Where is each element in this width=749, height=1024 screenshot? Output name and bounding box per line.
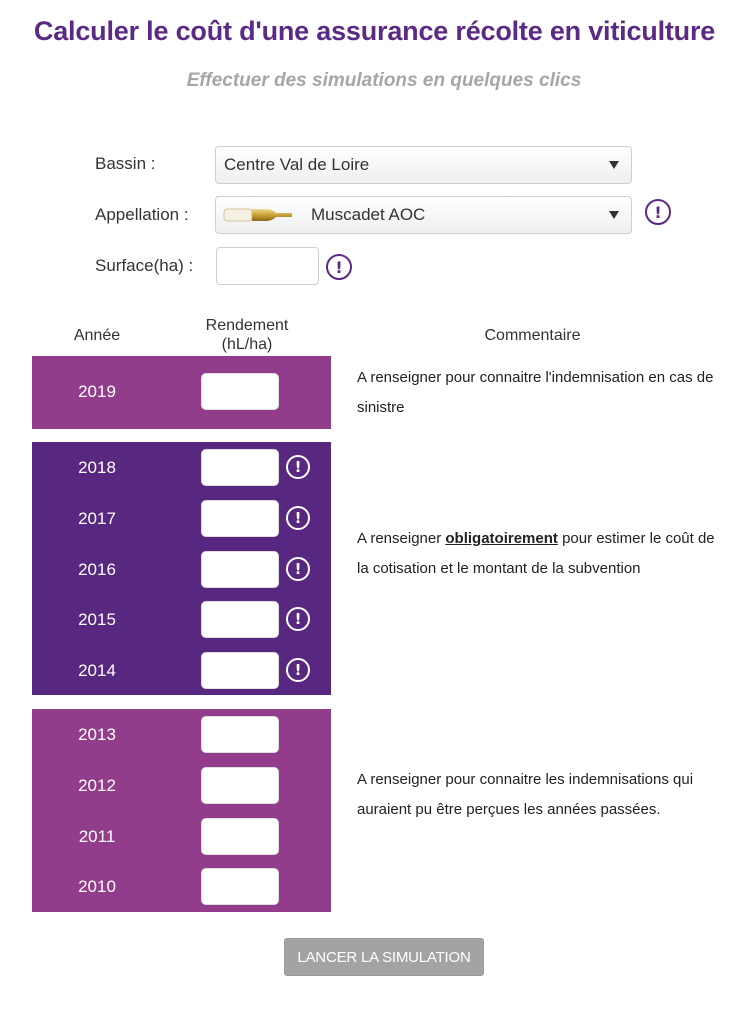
yield-input-2019[interactable] [201, 373, 279, 410]
launch-simulation-button[interactable]: LANCER LA SIMULATION [284, 938, 484, 976]
year-label-2018: 2018 [78, 458, 116, 477]
year-label-2016: 2016 [78, 560, 116, 579]
year-label-2014: 2014 [78, 661, 116, 680]
page-subtitle: Effectuer des simulations en quelques clics [186, 70, 582, 91]
surface-label: Surface(ha) : [95, 256, 194, 275]
yield-input-2016[interactable] [201, 551, 279, 588]
year-label-2012: 2012 [78, 776, 116, 795]
appellation-value: Muscadet AOC [311, 205, 426, 224]
mandatory-emphasis: obligatoirement [445, 530, 558, 547]
chevron-down-icon [609, 161, 619, 169]
appellation-info-icon[interactable]: ! [645, 199, 671, 225]
info-icon[interactable]: ! [286, 607, 310, 631]
yield-input-2015[interactable] [201, 601, 279, 638]
info-icon[interactable]: ! [286, 506, 310, 530]
wine-bottle-icon [222, 206, 294, 224]
bassin-value: Centre Val de Loire [224, 155, 370, 174]
page-title: Calculer le coût d'une assurance récolte en viticulture [33, 16, 716, 46]
surface-input[interactable] [216, 247, 319, 285]
year-label-2013: 2013 [78, 725, 116, 744]
comment-current-year: A renseigner pour connaitre l'indemnisation en cas de sinistre [357, 369, 714, 416]
yield-input-2011[interactable] [201, 818, 279, 855]
bassin-select[interactable] [215, 146, 632, 184]
yield-input-2012[interactable] [201, 767, 279, 804]
yield-input-2018[interactable] [201, 449, 279, 486]
info-icon[interactable]: ! [286, 658, 310, 682]
year-label-2019: 2019 [78, 382, 116, 401]
column-header-comment: Commentaire [484, 327, 581, 344]
chevron-down-icon [609, 211, 619, 219]
surface-info-icon[interactable]: ! [326, 254, 352, 280]
column-header-yield: Rendement (hL/ha) [205, 317, 289, 353]
yield-input-2010[interactable] [201, 868, 279, 905]
year-label-2011: 2011 [78, 827, 116, 846]
yield-input-2013[interactable] [201, 716, 279, 753]
appellation-label: Appellation : [95, 205, 189, 224]
year-label-2017: 2017 [78, 509, 116, 528]
column-header-year: Année [73, 327, 121, 344]
yield-input-2014[interactable] [201, 652, 279, 689]
year-label-2015: 2015 [78, 610, 116, 629]
bassin-label: Bassin : [95, 154, 156, 173]
yield-input-2017[interactable] [201, 500, 279, 537]
info-icon[interactable]: ! [286, 557, 310, 581]
comment-mandatory-years: A renseigner obligatoirement pour estimer le coût de la cotisation et le montant de la subvention [357, 530, 715, 577]
info-icon[interactable]: ! [286, 455, 310, 479]
year-label-2010: 2010 [78, 877, 116, 896]
comment-past-years: A renseigner pour connaitre les indemnisations qui auraient pu être perçues les années passées. [357, 771, 694, 818]
